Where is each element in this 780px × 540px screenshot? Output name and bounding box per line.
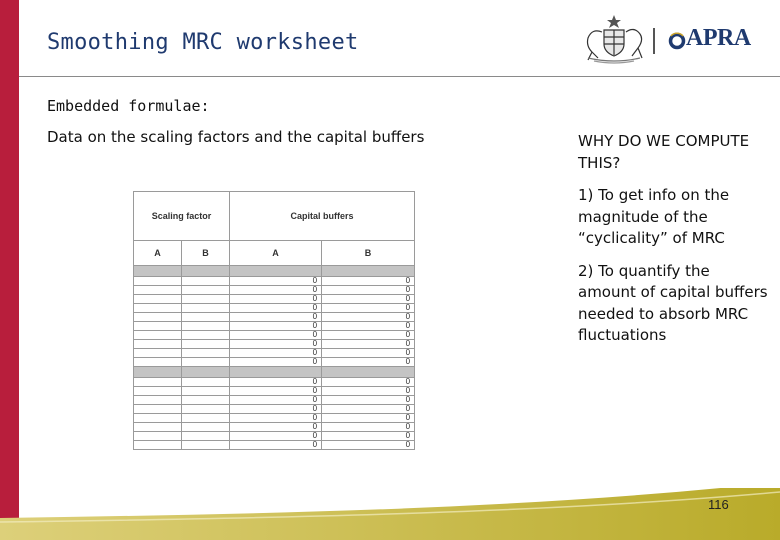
- table-row: [134, 331, 415, 340]
- table-cell: 0: [230, 349, 322, 358]
- table-header-row: [134, 192, 415, 241]
- table-cell: [134, 295, 182, 304]
- table-cell: [182, 340, 230, 349]
- page-number: 116: [708, 497, 729, 512]
- note-point-1: 1) To get info on the magnitude of the “cyclicality” of MRC: [578, 186, 730, 247]
- table-cell: 0: [322, 340, 415, 349]
- table-row: [134, 340, 415, 349]
- table-cell: [182, 277, 230, 286]
- table-cell: [134, 331, 182, 340]
- table-cell: 0: [322, 405, 415, 414]
- why-question: WHY DO WE COMPUTE THIS?: [578, 132, 750, 172]
- scaling-factor-header: Scaling factor: [134, 192, 230, 241]
- table-cell: [134, 396, 182, 405]
- table-cell: [134, 414, 182, 423]
- table-cell: 0: [322, 349, 415, 358]
- separator-cell: [230, 266, 322, 277]
- table-separator-row: [134, 367, 415, 378]
- table-cell: [134, 405, 182, 414]
- table-cell: 0: [230, 313, 322, 322]
- table-cell: [182, 405, 230, 414]
- table-cell: 0: [230, 304, 322, 313]
- table-row: [134, 378, 415, 387]
- logo-separator: [653, 28, 655, 54]
- separator-cell: [134, 266, 182, 277]
- subheader-cb-b: B: [322, 241, 415, 266]
- table-cell: [182, 378, 230, 387]
- apra-ring-icon: [668, 32, 686, 50]
- table-row: [134, 286, 415, 295]
- separator-cell: [182, 367, 230, 378]
- table-cell: 0: [230, 432, 322, 441]
- table-cell: [134, 441, 182, 450]
- table-cell: [182, 295, 230, 304]
- table-separator-row: [134, 266, 415, 277]
- table-cell: [134, 304, 182, 313]
- table-cell: 0: [230, 441, 322, 450]
- table-cell: [134, 378, 182, 387]
- table-cell: 0: [322, 387, 415, 396]
- table-cell: 0: [322, 286, 415, 295]
- table-row: [134, 349, 415, 358]
- table-cell: 0: [230, 378, 322, 387]
- note-point-2: 2) To quantify the amount of capital buffers needed to absorb MRC fluctuations: [578, 261, 768, 344]
- table-cell: 0: [322, 414, 415, 423]
- logo-area: [580, 12, 770, 66]
- table-cell: 0: [322, 432, 415, 441]
- table-cell: 0: [230, 295, 322, 304]
- table-row: [134, 295, 415, 304]
- separator-cell: [322, 367, 415, 378]
- table-cell: [182, 432, 230, 441]
- subheader-cb-a: A: [230, 241, 322, 266]
- table-cell: [134, 358, 182, 367]
- subheader-sf-b: B: [182, 241, 230, 266]
- footer-band: [0, 488, 780, 540]
- table-cell: [182, 396, 230, 405]
- table-cell: 0: [322, 378, 415, 387]
- table-cell: [182, 286, 230, 295]
- table-cell: 0: [230, 331, 322, 340]
- table-cell: 0: [322, 313, 415, 322]
- table-cell: [182, 331, 230, 340]
- table-cell: [134, 277, 182, 286]
- table-subheader-row: [134, 241, 415, 266]
- table-cell: [182, 414, 230, 423]
- table-cell: 0: [230, 322, 322, 331]
- table-cell: [182, 304, 230, 313]
- table-cell: 0: [322, 441, 415, 450]
- table-cell: 0: [322, 358, 415, 367]
- separator-cell: [182, 266, 230, 277]
- table-cell: [134, 322, 182, 331]
- table-row: [134, 432, 415, 441]
- table-row: [134, 358, 415, 367]
- table-cell: 0: [230, 358, 322, 367]
- table-cell: [182, 322, 230, 331]
- table-cell: 0: [230, 387, 322, 396]
- table-cell: [134, 423, 182, 432]
- table-cell: [134, 387, 182, 396]
- table-row: [134, 423, 415, 432]
- table-cell: 0: [230, 396, 322, 405]
- separator-cell: [322, 266, 415, 277]
- table-group-2: [134, 367, 415, 450]
- capital-buffer-table: [133, 191, 415, 450]
- table-cell: [134, 340, 182, 349]
- table-row: [134, 414, 415, 423]
- table-cell: 0: [230, 286, 322, 295]
- table-row: [134, 277, 415, 286]
- table-cell: 0: [322, 295, 415, 304]
- left-accent-bar: [0, 0, 19, 540]
- table-cell: [134, 313, 182, 322]
- table-row: [134, 313, 415, 322]
- table-cell: [134, 432, 182, 441]
- coat-of-arms-icon: [580, 12, 648, 66]
- capital-buffers-header: Capital buffers: [230, 192, 415, 241]
- table-cell: [182, 423, 230, 432]
- table-cell: [182, 313, 230, 322]
- table-cell: 0: [322, 322, 415, 331]
- table-cell: 0: [230, 414, 322, 423]
- table-row: [134, 441, 415, 450]
- table-cell: [182, 441, 230, 450]
- separator-cell: [230, 367, 322, 378]
- table-description: Data on the scaling factors and the capital buffers: [47, 128, 425, 146]
- table-cell: [182, 387, 230, 396]
- table-row: [134, 405, 415, 414]
- table-cell: 0: [230, 340, 322, 349]
- table-row: [134, 396, 415, 405]
- apra-wordmark: APRA: [686, 25, 751, 51]
- table-row: [134, 387, 415, 396]
- slide-title: Smoothing MRC worksheet: [47, 30, 359, 55]
- table-cell: 0: [230, 423, 322, 432]
- table-cell: [182, 358, 230, 367]
- table-cell: 0: [322, 304, 415, 313]
- table-cell: [182, 349, 230, 358]
- table-group-1: [134, 266, 415, 367]
- table-cell: [134, 286, 182, 295]
- table-cell: 0: [322, 277, 415, 286]
- title-divider: [19, 76, 780, 77]
- table-cell: 0: [230, 277, 322, 286]
- table-row: [134, 304, 415, 313]
- table-row: [134, 322, 415, 331]
- table-cell: 0: [322, 396, 415, 405]
- table-cell: [134, 349, 182, 358]
- table-cell: 0: [322, 423, 415, 432]
- table-cell: 0: [322, 331, 415, 340]
- table-cell: 0: [230, 405, 322, 414]
- notes-panel: [578, 131, 768, 358]
- separator-cell: [134, 367, 182, 378]
- subheader-sf-a: A: [134, 241, 182, 266]
- embedded-formulae-heading: Embedded formulae:: [47, 97, 210, 115]
